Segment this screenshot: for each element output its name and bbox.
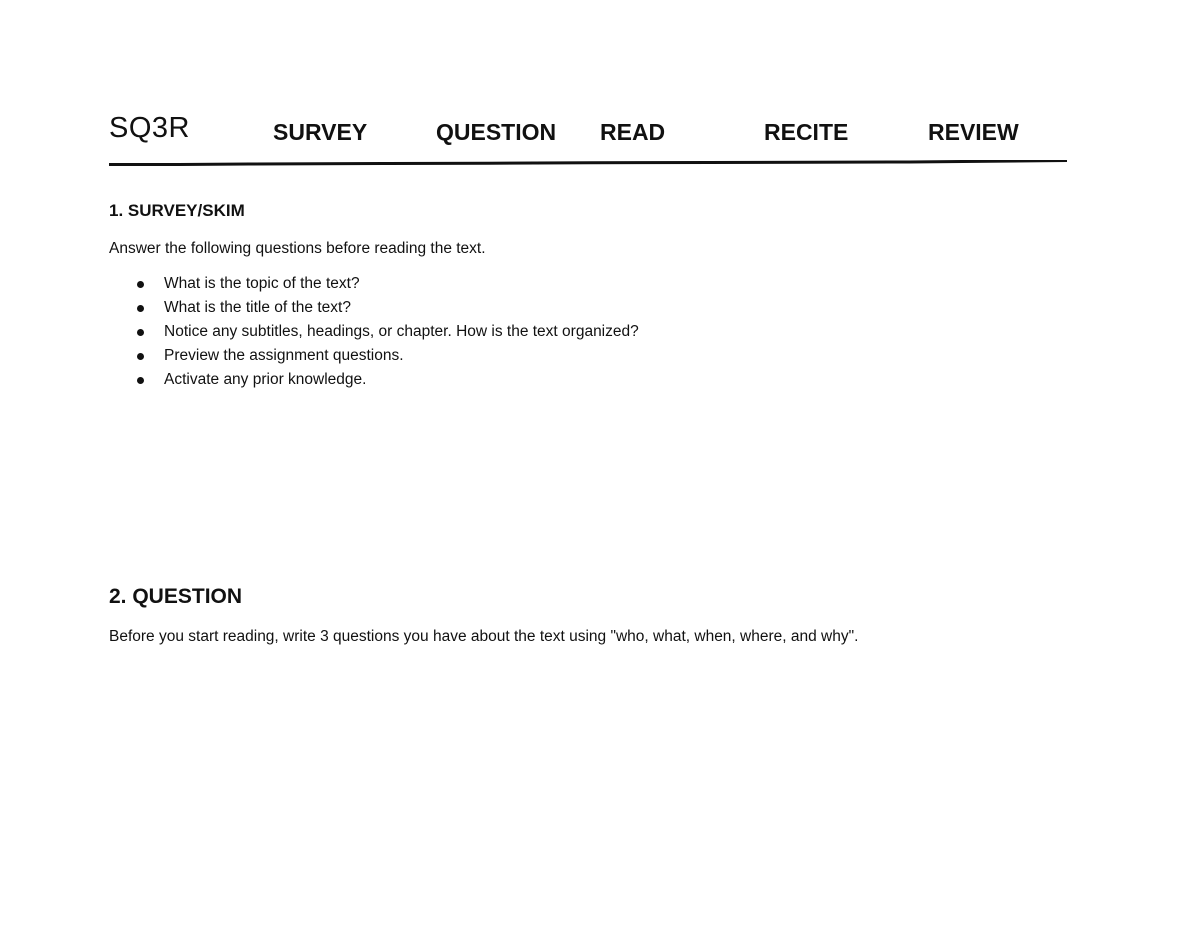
list-item: [132, 370, 639, 394]
step-survey: SURVEY: [273, 119, 368, 145]
bullet-icon: [137, 377, 144, 384]
list-item-text: What is the title of the text?: [164, 299, 351, 316]
list-item-text: Notice any subtitles, headings, or chapter. How is the text organized?: [164, 323, 639, 340]
step-recite: RECITE: [764, 119, 849, 145]
header-divider: [109, 160, 1067, 166]
header-row: [0, 0, 1200, 170]
question-instructions: Before you start reading, write 3 questions you have about the text using "who, what, when, where, and why".: [109, 628, 859, 645]
list-item: [132, 346, 639, 370]
survey-bullet-list: [132, 274, 639, 394]
bullet-icon: [137, 305, 144, 312]
step-read: READ: [600, 119, 666, 145]
list-item-text: What is the topic of the text?: [164, 275, 360, 292]
list-item-text: Preview the assignment questions.: [164, 347, 404, 364]
bullet-icon: [137, 281, 144, 288]
bullet-icon: [137, 353, 144, 360]
section-heading-survey: 1. SURVEY/SKIM: [109, 201, 245, 220]
list-item: [132, 274, 639, 298]
section-heading-question: 2. QUESTION: [109, 585, 243, 608]
list-item-text: Activate any prior knowledge.: [164, 371, 367, 388]
brand-title: SQ3R: [109, 112, 190, 144]
list-item: [132, 298, 639, 322]
list-item: [132, 322, 639, 346]
step-question: QUESTION: [436, 119, 557, 145]
survey-instructions: Answer the following questions before reading the text.: [109, 240, 486, 257]
step-review: REVIEW: [928, 119, 1019, 145]
bullet-icon: [137, 329, 144, 336]
